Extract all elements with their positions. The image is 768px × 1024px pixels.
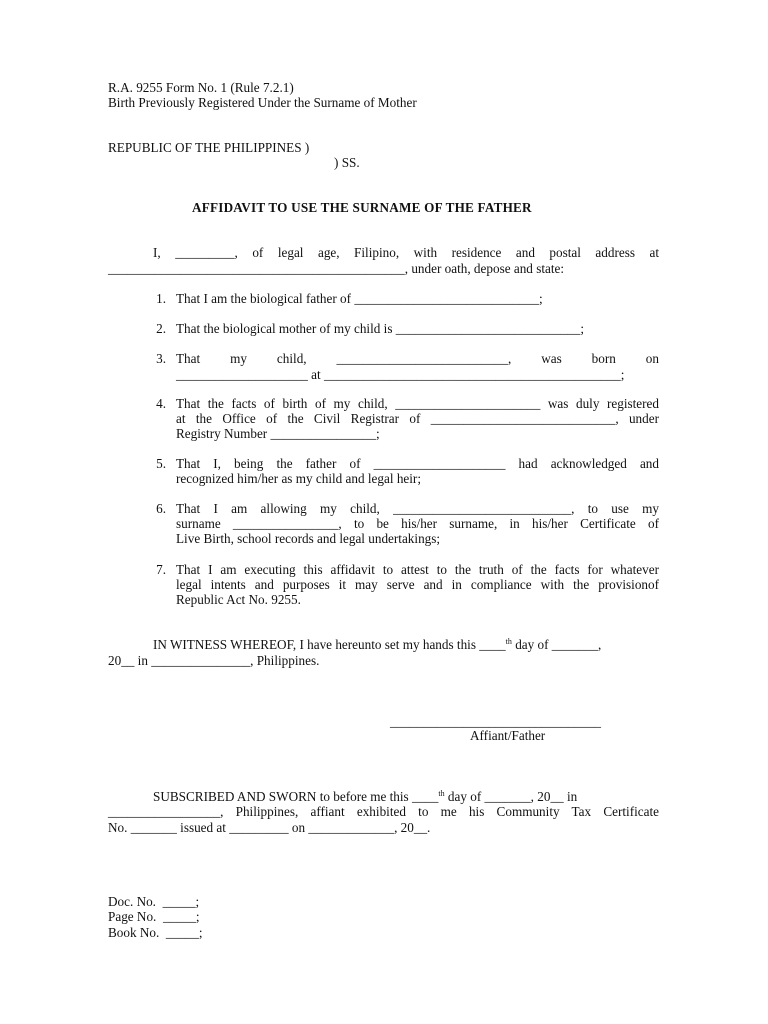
item-text: Republic Act No. 9255.	[176, 592, 301, 607]
item-number: 2.	[156, 321, 166, 336]
item-number: 6.	[156, 501, 166, 516]
witness-text: IN WITNESS WHEREOF, I have hereunto set my hands this ____	[153, 637, 506, 652]
signature-line: ________________________________	[390, 714, 601, 729]
item-number: 7.	[156, 562, 166, 577]
jurat-line-2: _________________, Philippines, affiant exhibited to me his Community Tax Certificate	[108, 804, 659, 819]
item-number: 4.	[156, 396, 166, 411]
item-text: Live Birth, school records and legal undertakings;	[176, 531, 441, 546]
item-text: at the Office of the Civil Registrar of ____________________________, under	[176, 411, 659, 426]
item-number: 3.	[156, 351, 166, 366]
jurat-text: SUBSCRIBED AND SWORN to before me this ____	[153, 789, 439, 804]
page-number: Page No. _____;	[108, 909, 200, 924]
item-text: Registry Number ________________;	[176, 426, 380, 441]
ordinal-suffix: th	[438, 789, 445, 798]
item-number: 1.	[156, 291, 166, 306]
jurat-line-1	[153, 789, 577, 804]
item-text: surname ________________, to be his/her surname, in his/her Certificate of	[176, 516, 659, 531]
item-text: That I am allowing my child, ___________________________, to use my	[176, 501, 659, 516]
ordinal-suffix: th	[505, 637, 512, 646]
item-text: ____________________ at _____________________________________________;	[176, 367, 625, 382]
item-text: That my child, __________________________, was born on	[176, 351, 659, 366]
item-number: 5.	[156, 456, 166, 471]
item-text: That I am executing this affidavit to attest to the truth of the facts for whatever	[176, 562, 659, 577]
item-text: legal intents and purposes it may serve and in compliance with the provisionof	[176, 577, 659, 592]
item-text: That I am the biological father of ____________________________;	[176, 291, 543, 306]
form-description: Birth Previously Registered Under the Surname of Mother	[108, 95, 417, 110]
jurat-text: day of _______, 20__ in	[444, 789, 578, 804]
witness-line-2: 20__ in _______________, Philippines.	[108, 653, 320, 668]
item-text: That the biological mother of my child is ____________________________;	[176, 321, 585, 336]
venue-republic: REPUBLIC OF THE PHILIPPINES )	[108, 140, 310, 155]
document-title: AFFIDAVIT TO USE THE SURNAME OF THE FATHER	[192, 200, 532, 215]
intro-line-1: I, _________, of legal age, Filipino, with residence and postal address at	[153, 245, 659, 260]
witness-text: day of _______,	[511, 637, 602, 652]
signature-label: Affiant/Father	[470, 728, 546, 743]
book-number: Book No. _____;	[108, 925, 203, 940]
intro-line-2: _____________________________________________, under oath, depose and state:	[108, 261, 565, 276]
witness-line-1	[153, 637, 601, 652]
venue-ss: ) SS.	[334, 155, 360, 170]
doc-number: Doc. No. _____;	[108, 894, 200, 909]
item-text: recognized him/her as my child and legal heir;	[176, 471, 421, 486]
form-reference: R.A. 9255 Form No. 1 (Rule 7.2.1)	[108, 80, 294, 95]
item-text: That the facts of birth of my child, ______________________ was duly registered	[176, 396, 659, 411]
jurat-line-3: No. _______ issued at _________ on _____________, 20__.	[108, 820, 431, 835]
item-text: That I, being the father of ____________________ had acknowledged and	[176, 456, 659, 471]
